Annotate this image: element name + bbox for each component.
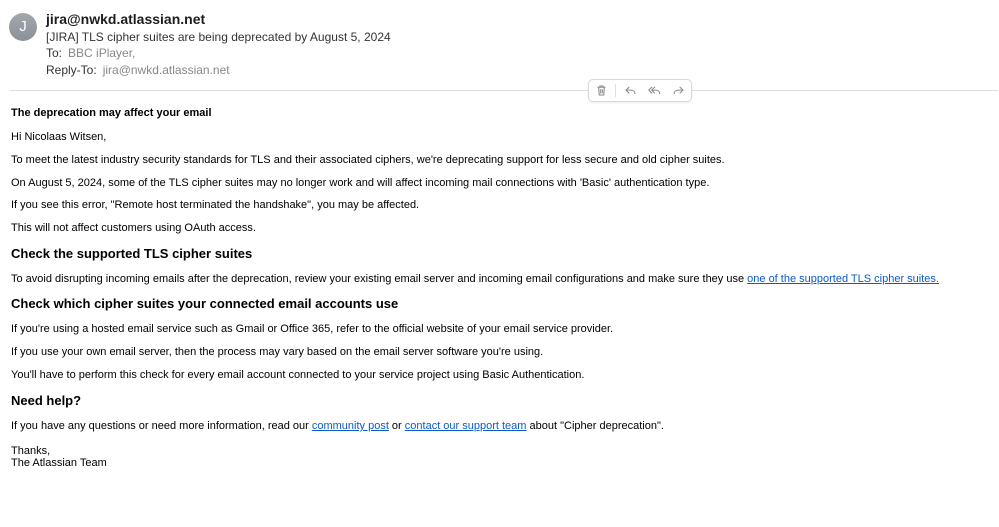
paragraph-1: To meet the latest industry security standards for TLS and their associated ciphers, we're deprecating support for less secure and old cipher suites. <box>11 154 725 166</box>
paragraph-9 <box>11 420 664 432</box>
paragraph-6: If you're using a hosted email service such as Gmail or Office 365, refer to the official website of your email service provider. <box>11 323 614 335</box>
to-recipient[interactable]: BBC iPlayer, <box>68 46 136 60</box>
reply-to-address[interactable]: jira@nwkd.atlassian.net <box>102 63 230 77</box>
forward-icon <box>672 84 685 97</box>
paragraph-3: If you see this error, "Remote host terminated the handshake", you may be affected. <box>11 199 420 211</box>
reply-to-label: Reply-To: <box>46 63 97 77</box>
paragraph-5 <box>11 273 939 285</box>
sign-off: Thanks, <box>11 445 51 457</box>
sender-avatar: J <box>9 13 37 41</box>
reply-all-button[interactable] <box>645 82 665 100</box>
paragraph-5-text: To avoid disrupting incoming emails after the deprecation, review your existing email server and incoming email configurations and make sure they use <box>11 273 748 285</box>
paragraph-2: On August 5, 2024, some of the TLS cipher suites may no longer work and will affect incoming mail connections with 'Basic' authentication type. <box>11 177 710 189</box>
greeting: Hi Nicolaas Witsen, <box>11 131 107 143</box>
paragraph-4: This will not affect customers using OAuth access. <box>11 222 256 234</box>
heading-which-ciphers: Check which cipher suites your connected email accounts use <box>11 296 399 311</box>
contact-support-link[interactable]: contact our support team <box>404 420 527 432</box>
heading-supported-ciphers: Check the supported TLS cipher suites <box>11 246 253 261</box>
reply-button[interactable] <box>620 82 640 100</box>
signature: The Atlassian Team <box>11 457 107 469</box>
paragraph-9-text-a: If you have any questions or need more information, read our <box>11 420 312 432</box>
sender-address[interactable]: jira@nwkd.atlassian.net <box>46 11 206 27</box>
paragraph-9-text-b: or <box>388 420 405 432</box>
forward-button[interactable] <box>669 82 689 100</box>
paragraph-9-text-c: about "Cipher deprecation". <box>526 420 664 432</box>
email-title: The deprecation may affect your email <box>11 107 212 119</box>
to-label: To: <box>46 46 63 60</box>
header-divider <box>10 90 998 91</box>
delete-button[interactable] <box>591 82 611 100</box>
reply-icon <box>624 84 637 97</box>
heading-need-help: Need help? <box>11 393 82 408</box>
trash-icon <box>595 84 608 97</box>
toolbar-separator <box>615 84 616 97</box>
email-header <box>0 0 999 90</box>
reply-to-row <box>46 63 230 77</box>
email-subject: [JIRA] TLS cipher suites are being deprecated by August 5, 2024 <box>46 30 391 44</box>
paragraph-8: You'll have to perform this check for every email account connected to your service project using Basic Authentication. <box>11 369 585 381</box>
to-row <box>46 46 135 60</box>
message-hover-toolbar <box>588 79 692 102</box>
supported-cipher-suites-link[interactable]: one of the supported TLS cipher suites. <box>747 273 939 285</box>
reply-all-icon <box>648 84 661 97</box>
paragraph-7: If you use your own email server, then the process may vary based on the email server software you're using. <box>11 346 544 358</box>
community-post-link[interactable]: community post <box>311 420 389 432</box>
